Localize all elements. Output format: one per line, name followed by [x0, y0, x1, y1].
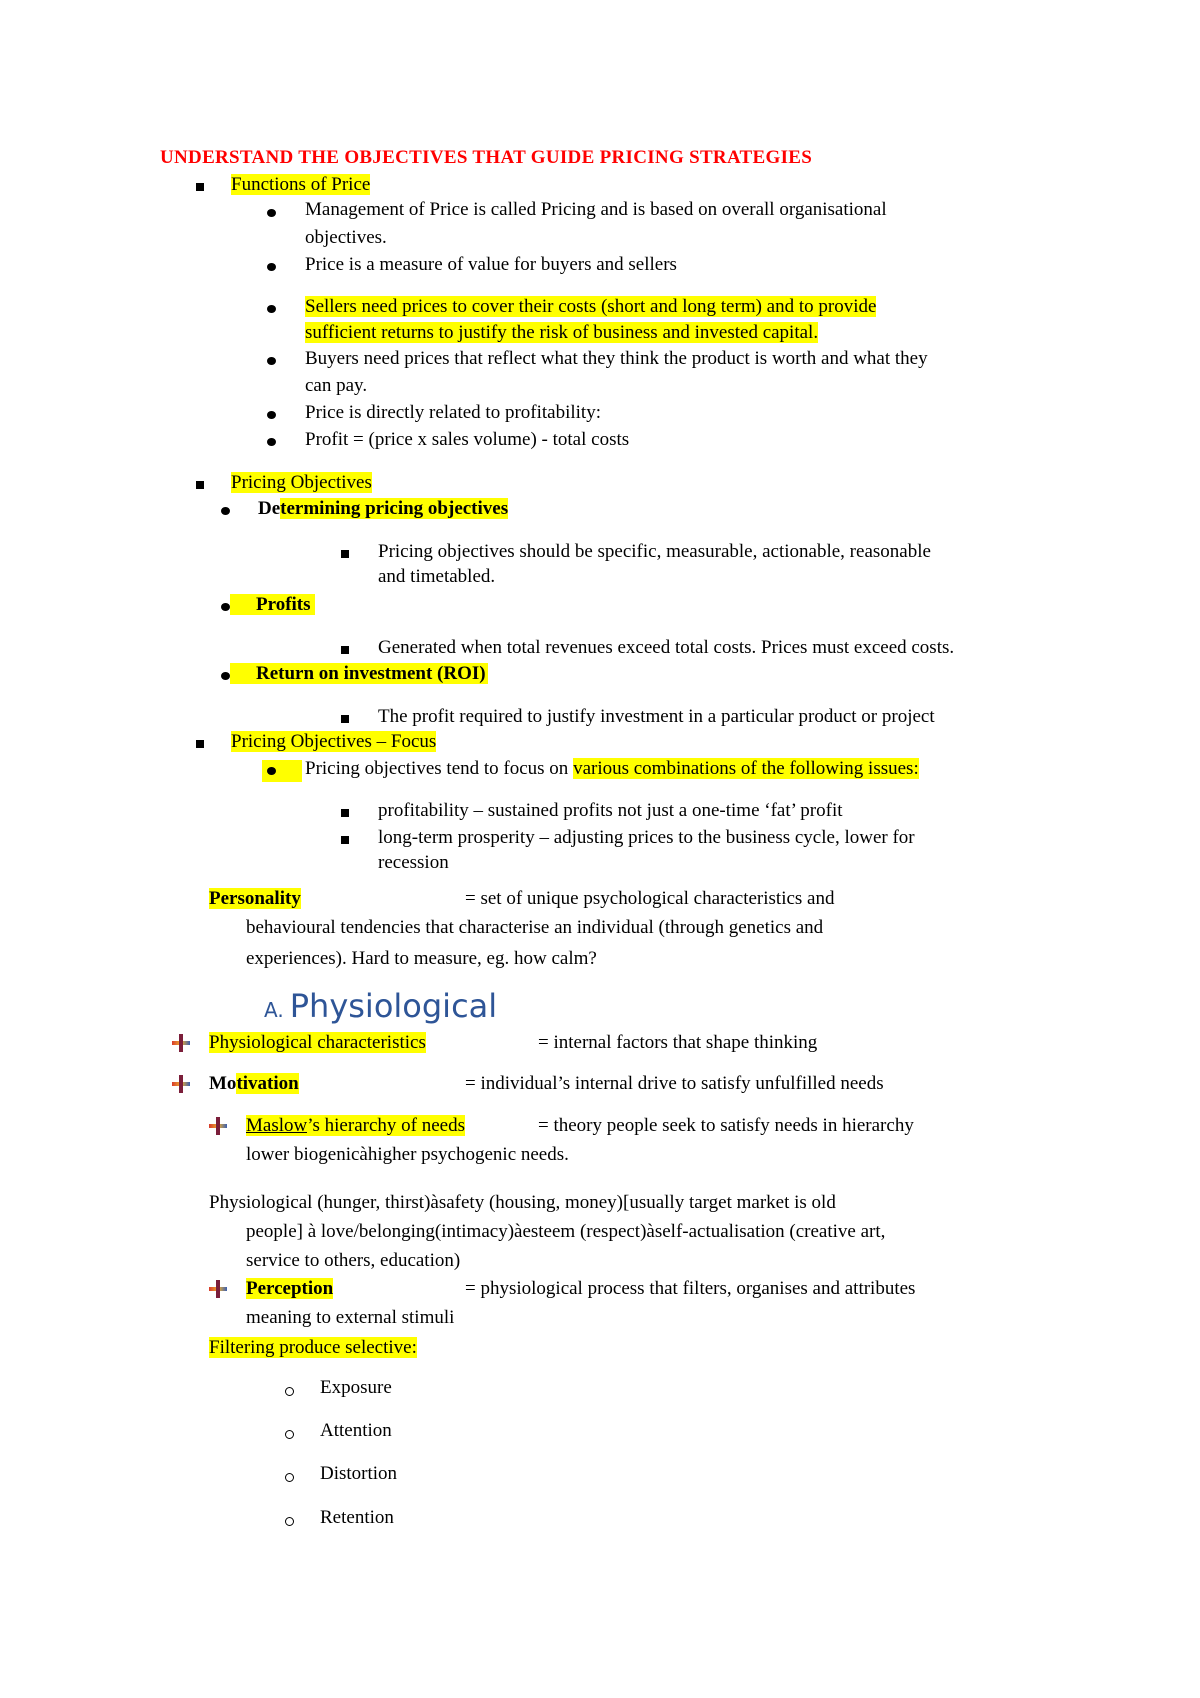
square-bullet-icon [196, 183, 204, 191]
roi-heading [230, 663, 488, 685]
round-bullet-icon [267, 305, 276, 313]
phys-char-term [209, 1032, 426, 1054]
list-item: can pay. [305, 375, 368, 396]
section-heading [264, 987, 497, 1025]
plus-bullet-icon [172, 1034, 190, 1052]
circle-bullet-icon [285, 1387, 294, 1396]
plus-bullet-icon [172, 1075, 190, 1093]
list-item: profitability – sustained profits not just a one-time ‘fat’ profit [378, 800, 843, 821]
phys-char-definition: = internal factors that shape thinking [538, 1032, 818, 1053]
plus-bullet-icon [209, 1117, 227, 1135]
filtering-label: Filtering produce selective: [209, 1337, 417, 1358]
round-bullet-icon [267, 438, 276, 446]
maslow-text: ’s hierarchy of needs [307, 1115, 465, 1136]
highlight-text: sufficient returns to justify the risk of business and invested capital. [305, 322, 819, 343]
list-item: Distortion [320, 1463, 398, 1484]
motivation-text-b: tivation [236, 1073, 299, 1094]
square-bullet-icon [341, 550, 349, 558]
list-item: Attention [320, 1420, 392, 1441]
square-bullet-icon [196, 481, 204, 489]
focus-intro [305, 758, 919, 780]
round-bullet-icon [221, 672, 230, 680]
motivation-definition: = individual’s internal drive to satisfy unfulfilled needs [465, 1073, 884, 1094]
focus-heading [231, 731, 436, 753]
personality-definition: behavioural tendencies that characterise an individual (through genetics and [246, 917, 824, 938]
list-item: recession [378, 852, 449, 873]
focus-intro-text-a: Pricing objectives tend to focus on [305, 758, 574, 779]
maslow-paragraph: service to others, education) [246, 1250, 461, 1271]
functions-heading [231, 174, 370, 196]
list-item: Profit = (price x sales volume) - total costs [305, 429, 630, 450]
filtering-heading [209, 1337, 417, 1359]
highlight-text: Sellers need prices to cover their costs (short and long term) and to provide [305, 296, 877, 317]
perception-definition: meaning to external stimuli [246, 1307, 455, 1328]
personality-definition: experiences). Hard to measure, eg. how calm? [246, 948, 597, 969]
roi-label: Return on investment (ROI) [230, 663, 488, 684]
maslow-definition: lower biogenicàhigher psychogenic needs. [246, 1144, 569, 1165]
square-bullet-icon [196, 740, 204, 748]
page-title: UNDERSTAND THE OBJECTIVES THAT GUIDE PRICING STRATEGIES [160, 147, 813, 168]
round-bullet-icon [267, 357, 276, 365]
section-title: Physiological [289, 987, 498, 1025]
round-bullet-icon [267, 209, 276, 217]
maslow-paragraph: Physiological (hunger, thirst)àsafety (housing, money)[usually target market is old [209, 1192, 836, 1213]
phys-char-label: Physiological characteristics [209, 1032, 426, 1053]
list-item: Price is directly related to profitability: [305, 402, 601, 423]
perception-definition: = physiological process that filters, organises and attributes [465, 1278, 916, 1299]
list-item: Price is a measure of value for buyers and sellers [305, 254, 677, 275]
round-bullet-icon [267, 263, 276, 271]
maslow-term [246, 1115, 465, 1137]
functions-label: Functions of Price [231, 174, 371, 195]
maslow-paragraph: people] à love/belonging(intimacy)àesteem (respect)àself-actualisation (creative art, [246, 1221, 886, 1242]
determining-text-b: termining pricing objectives [280, 498, 509, 519]
list-item: Pricing objectives should be specific, measurable, actionable, reasonable [378, 541, 931, 562]
motivation-term [209, 1073, 299, 1095]
pricing-objectives-label: Pricing Objectives [231, 472, 372, 493]
section-number: A. [264, 998, 284, 1022]
determining-text-a: De [258, 498, 281, 519]
personality-label: Personality [209, 888, 301, 909]
circle-bullet-icon [285, 1430, 294, 1439]
list-item: The profit required to justify investment in a particular product or project [378, 706, 935, 727]
list-item: Buyers need prices that reflect what they think the product is worth and what they [305, 348, 928, 369]
list-item: objectives. [305, 227, 387, 248]
profits-heading [230, 594, 315, 616]
list-item: and timetabled. [378, 566, 496, 587]
circle-bullet-icon [285, 1473, 294, 1482]
square-bullet-icon [341, 836, 349, 844]
pricing-objectives-heading [231, 472, 372, 494]
focus-label: Pricing Objectives – Focus [231, 731, 437, 752]
perception-label: Perception [246, 1278, 334, 1299]
round-bullet-icon [267, 411, 276, 419]
square-bullet-icon [341, 646, 349, 654]
list-item: Retention [320, 1507, 394, 1528]
round-bullet-icon [221, 603, 230, 611]
list-item: Exposure [320, 1377, 392, 1398]
personality-definition: = set of unique psychological characteristics and [465, 888, 835, 909]
personality-term [209, 888, 301, 910]
round-bullet-icon [267, 767, 276, 775]
square-bullet-icon [341, 715, 349, 723]
plus-bullet-icon [209, 1280, 227, 1298]
list-item-highlighted [305, 296, 876, 318]
profits-label: Profits [230, 594, 315, 615]
list-item: Management of Price is called Pricing and is based on overall organisational [305, 199, 887, 220]
list-item: long-term prosperity – adjusting prices to the business cycle, lower for [378, 827, 915, 848]
circle-bullet-icon [285, 1517, 294, 1526]
motivation-text-a: Mo [209, 1073, 237, 1094]
maslow-definition: = theory people seek to satisfy needs in hierarchy [538, 1115, 914, 1136]
maslow-link: Maslow [246, 1115, 308, 1136]
focus-intro-text-b: various combinations of the following issues: [573, 758, 919, 779]
list-item: Generated when total revenues exceed total costs. Prices must exceed costs. [378, 637, 955, 658]
perception-term [246, 1278, 333, 1300]
square-bullet-icon [341, 809, 349, 817]
determining-heading [258, 498, 508, 520]
list-item-highlighted [305, 322, 818, 344]
round-bullet-icon [221, 507, 230, 515]
